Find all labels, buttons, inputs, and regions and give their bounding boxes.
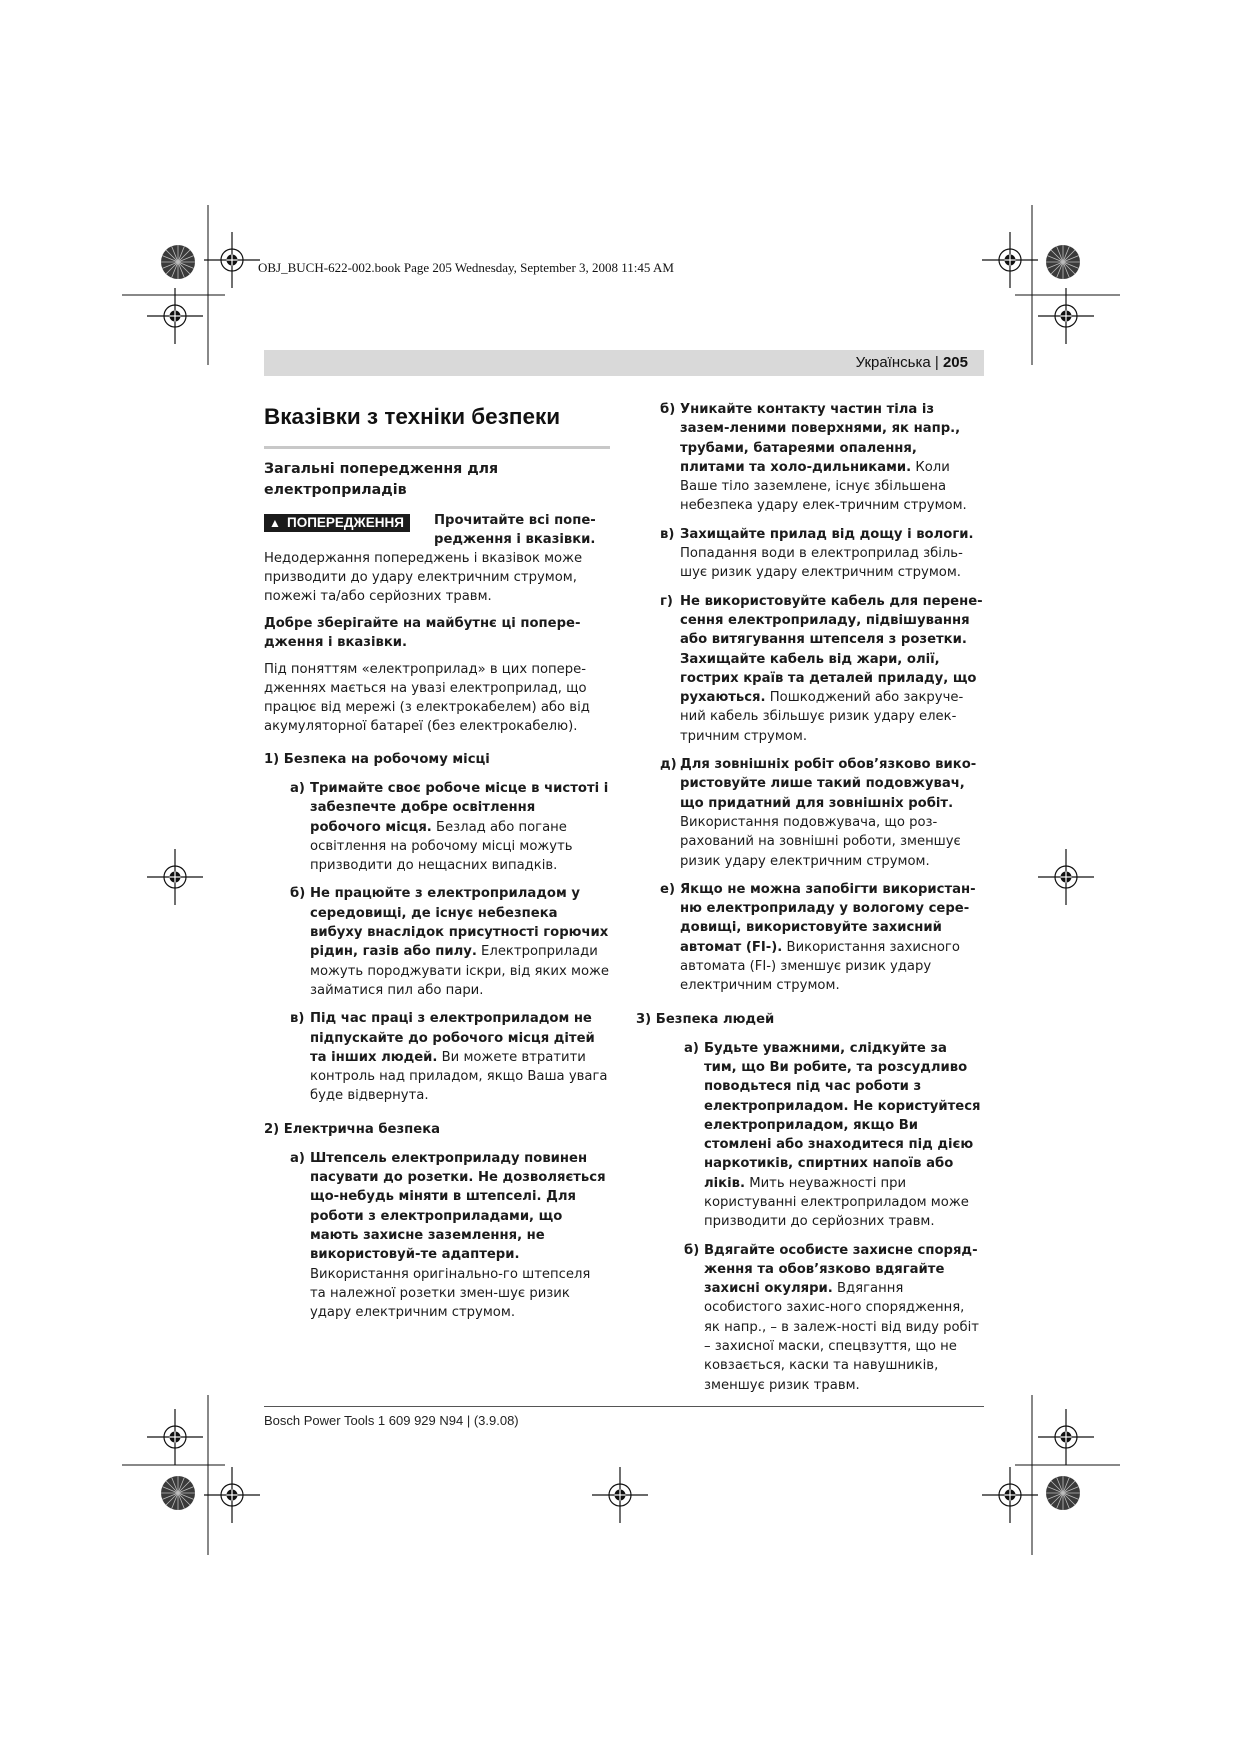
header-language: Українська	[855, 354, 931, 371]
item-bold-text: Будьте уважними, слідкуйте за тим, що Ви робите, та розсудливо поводьтеся під час роботи з електроприладом. Не користуйтеся електроприладом, якщо Ви стомлені або знаходитеся під дією наркотиків, спиртних напоїв або ліків.	[704, 1040, 981, 1191]
item-letter: а)	[290, 1150, 305, 1166]
item-text: Використання подовжувача, що роз-рахований на зовнішні роботи, зменшує ризик удару електричним струмом.	[680, 814, 961, 869]
registration-mark-top-left	[122, 205, 260, 365]
item-letter: в)	[660, 526, 675, 542]
list-item	[660, 1039, 984, 1232]
item-bold-text: Уникайте контакту частин тіла із зазем-леними поверхнями, як напр., трубами, батареями опалення, плитами та холо-дильниками.	[680, 402, 961, 475]
page-title: Вказівки з техніки безпеки	[264, 404, 561, 429]
item-text: Мить неуважності при користуванні електроприладом може призводити до серйозних травм.	[704, 1175, 969, 1230]
item-letter: г)	[660, 593, 673, 609]
item-text: Коли Ваше тіло заземлене, існує збільшена небезпека удару елек-тричним струмом.	[680, 459, 967, 514]
registration-mark-mid-right	[1038, 849, 1094, 905]
page-number: 205	[942, 354, 968, 371]
item-letter: а)	[290, 781, 305, 796]
page-footer: Bosch Power Tools 1 609 929 N94 | (3.9.08)	[264, 1413, 519, 1428]
list-item	[660, 525, 984, 583]
registration-mark-mid-left	[147, 849, 203, 905]
list-item	[264, 884, 610, 1000]
item-text: Пошкоджений або закруче-ний кабель збільшує ризик удару елек-тричним струмом.	[680, 690, 964, 744]
page-header-text	[856, 354, 968, 371]
title-rule	[264, 446, 610, 449]
list-item	[660, 400, 984, 516]
general-warnings-heading: Загальні попередження для електроприладів	[264, 461, 499, 498]
item-letter: а)	[684, 1040, 699, 1056]
page-header-bar	[264, 350, 984, 376]
item-bold-text: Якщо не можна запобігти використан-ню електроприладу у вологому сере-довищі, використовуйте захисний автомат (FI-).	[680, 881, 976, 955]
header-separator: |	[934, 354, 939, 371]
list-item	[264, 1149, 610, 1323]
list-item	[660, 592, 984, 746]
list-item	[660, 1241, 984, 1395]
item-bold-text: Штепсель електроприладу повинен пасувати до розетки. Не дозволяється що-небудь міняти в штепселі. Для роботи з електроприладами, що мають захисне заземлення, не використовуй-те адаптери.	[310, 1150, 606, 1263]
item-letter: е)	[660, 881, 675, 897]
warning-consequence-text: Недодержання попереджень і вказівок може призводити до удару електричним струмом, пожежі та/або серйозних травм.	[264, 551, 583, 604]
registration-mark-bottom-center	[592, 1467, 648, 1523]
item-bold-text: Не працюйте з електроприладом у середовищі, де існує небезпека вибуху внаслідок присутності горючих рідин, газів або пилу.	[310, 886, 609, 960]
print-info-line: OBJ_BUCH-622-002.book Page 205 Wednesday, September 3, 2008 11:45 AM	[258, 260, 674, 275]
warning-badge	[264, 514, 410, 532]
item-letter: б)	[290, 886, 306, 902]
warning-read-instructions: Прочитайте всі попе-редження і вказівки.	[434, 513, 596, 547]
item-text: Ви можете втратити контроль над приладом, якщо Ваша увага буде відвернута.	[310, 1049, 608, 1104]
registration-mark-bottom-right	[982, 1395, 1120, 1555]
item-text: Використання оригінально-го штепселя та належної розетки змен-шує ризик удару електричним струмом.	[310, 1266, 591, 1321]
section-personal-safety-title: 3) Безпека людей	[636, 1011, 775, 1027]
left-column	[264, 400, 610, 1331]
list-item	[660, 880, 984, 996]
item-letter: б)	[660, 402, 676, 417]
item-text: Вдягання особистого захис-ного спорядження, як напр., – в залеж-ності від виду робіт – захисної маски, спецвзуття, що не ковзається, каски та навушників, зменшує ризик травм.	[704, 1281, 979, 1393]
item-text: Попадання води в електроприлад збіль-шує ризик удару електричним струмом.	[680, 546, 963, 581]
item-bold-text: Не використовуйте кабель для перене-сення електроприладу, підвішування або витягування штепселя з розетки. Захищайте кабель від жари, олії, гострих країв та деталей приладу, що рухаються.	[680, 593, 983, 706]
item-bold-text: Під час праці з електроприладом не підпускайте до робочого місця дітей та інших людей.	[310, 1011, 595, 1065]
warning-triangle-icon: ▲	[269, 516, 281, 530]
warning-block	[264, 511, 610, 547]
item-bold-text: Тримайте своє робоче місце в чистоті і забезпечте добре освітлення робочого місця.	[310, 781, 609, 835]
section-work-area-title: 1) Безпека на робочому місці	[264, 752, 490, 767]
item-bold-text: Захищайте прилад від дощу і вологи.	[680, 526, 974, 542]
item-letter: в)	[290, 1011, 305, 1027]
power-tool-definition: Під поняттям «електроприлад» в цих попере-дженнях мається на увазі електроприлад, що працює від мережі (з електрокабелем) або від акумуляторної батареї (без електрокабелю).	[264, 662, 590, 734]
registration-mark-top-right	[982, 205, 1120, 365]
item-letter: д)	[660, 757, 677, 773]
section-electrical-safety-title: 2) Електрична безпека	[264, 1121, 441, 1137]
right-column	[636, 400, 984, 1404]
keep-instructions-text: Добре зберігайте на майбутнє ці попере-дження і вказівки.	[264, 616, 581, 650]
item-letter: б)	[684, 1242, 700, 1258]
list-item	[660, 755, 984, 871]
item-text: Безлад або погане освітлення на робочому місці можуть призводити до нещасних випадків.	[310, 819, 573, 874]
item-text: Електроприлади можуть породжувати іскри, від яких може займатися пил або пари.	[310, 944, 610, 998]
registration-mark-bottom-left	[122, 1395, 260, 1555]
item-bold-text: Для зовнішніх робіт обов’язково вико-ристовуйте лише такий подовжувач, що придатний для зовнішніх робіт.	[680, 757, 977, 811]
item-bold-text: Вдягайте особисте захисне споряд-ження та обов’язково вдягайте захисні окуляри.	[704, 1242, 978, 1297]
warning-badge-label: ПОПЕРЕДЖЕННЯ	[287, 515, 404, 530]
footer-rule	[264, 1406, 984, 1407]
list-item	[264, 779, 610, 875]
list-item	[264, 1009, 610, 1105]
item-text: Використання захисного автомата (FI-) зменшує ризик удару електричним струмом.	[680, 939, 960, 994]
